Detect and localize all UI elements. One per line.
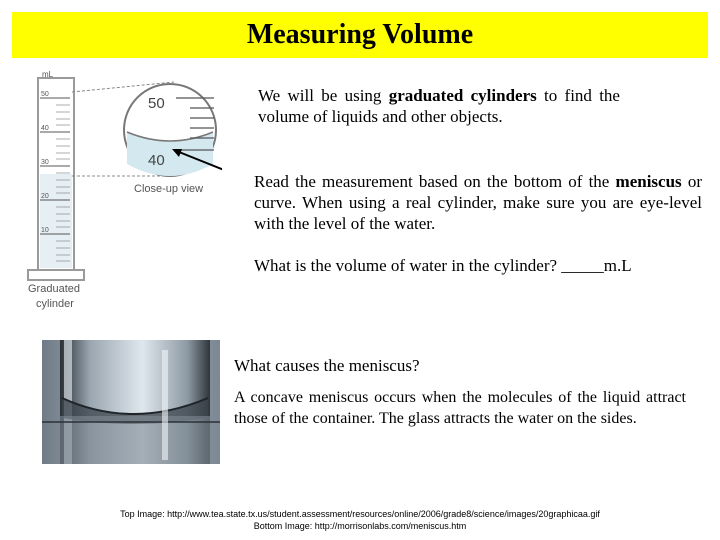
intro-paragraph (258, 85, 620, 127)
closeup-caption: Close-up view (134, 183, 204, 195)
credit-bottom-image: Bottom Image: http://morrisonlabs.com/meniscus.htm (253, 521, 467, 531)
instruction-text: Read the measurement based on the bottom of the (254, 172, 616, 191)
cylinder-caption-line2: cylinder (36, 298, 74, 310)
image-credits (0, 508, 720, 532)
intro-text-end: to find the volume of liquids and other objects. (258, 86, 620, 126)
instruction-text-end: or curve. When using a real cylinder, make sure you are eye-level with the level of the water. (254, 172, 702, 233)
graduated-cylinder-figure (26, 64, 222, 314)
meniscus-answer: A concave meniscus occurs when the molecules of the liquid attract those of the container. The glass attracts the water on the sides. (234, 389, 686, 427)
closeup-label: 50 (148, 95, 165, 112)
page-title: Measuring Volume (246, 19, 474, 50)
instruction-paragraph (254, 171, 702, 234)
scale-label: 20 (41, 193, 49, 200)
title-banner (12, 12, 708, 58)
intro-text: We will be using (258, 86, 389, 105)
credit-top-image: Top Image: http://www.tea.state.tx.us/student.assessment/resources/online/2006/grade8/science/images/20graphicaa.gif (120, 509, 600, 519)
instruction-bold-term: meniscus (615, 172, 682, 191)
meniscus-question: What causes the meniscus? (234, 356, 420, 375)
scale-label: 30 (41, 159, 49, 166)
cylinder-caption-line1: Graduated (28, 283, 80, 295)
scale-label: 50 (41, 91, 49, 98)
scale-label: 10 (41, 227, 49, 234)
volume-question: What is the volume of water in the cylinder? _____m.L (254, 256, 632, 275)
meniscus-photo (42, 340, 220, 464)
intro-bold-term: graduated cylinders (388, 86, 537, 105)
scale-label: 40 (41, 125, 49, 132)
closeup-label: 40 (148, 152, 165, 169)
unit-label: mL (42, 70, 54, 79)
